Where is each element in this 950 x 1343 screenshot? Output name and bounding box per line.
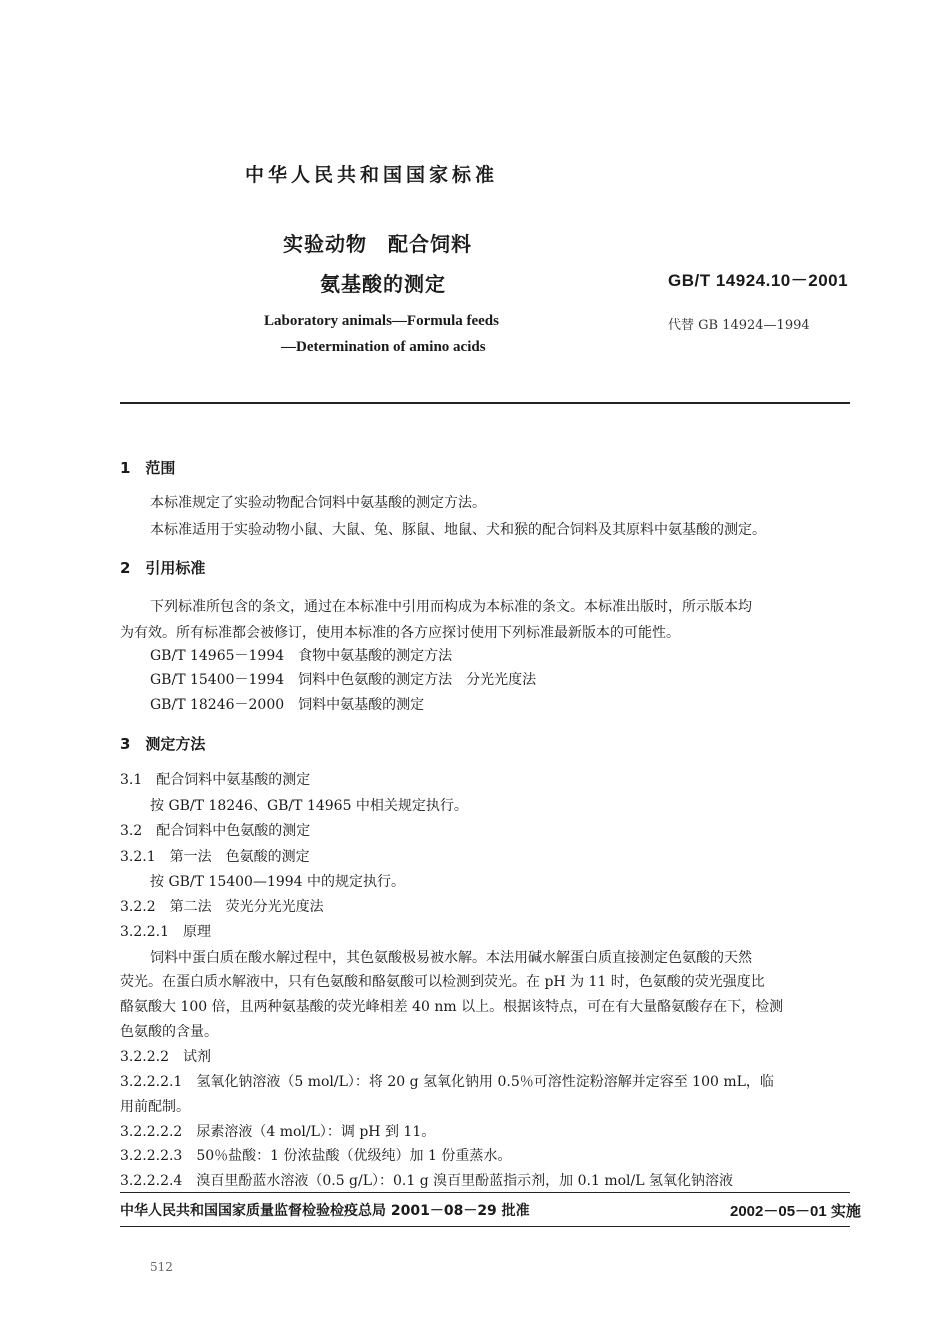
english-title-line1: Laboratory animals—Formula feeds <box>264 313 499 329</box>
document-title-line1: 实验动物 配合饲料 <box>283 232 472 256</box>
principle-line2: 荧光。在蛋白质水解液中，只有色氨酸和酪氨酸可以检测到荧光。在 pH 为 11 时，色氨酸的荧光强度比 <box>120 974 765 990</box>
clause-3-1-text: 按 GB/T 18246、GB/T 14965 中相关规定执行。 <box>150 798 468 814</box>
standard-number: GB/T 14924.10－2001 <box>668 271 849 290</box>
reagent-1-line2: 用前配制。 <box>120 1099 190 1115</box>
clause-3-2-2-1: 3.2.2.1 原理 <box>120 924 211 940</box>
reagent-1-line1: 3.2.2.2.1 氢氧化钠溶液（5 mol/L）：将 20 g 氢氧化钠用 0.5％可溶性淀粉溶解并定容至 100 mL，临 <box>120 1074 774 1090</box>
section-1-para-1: 本标准规定了实验动物配合饲料中氨基酸的测定方法。 <box>150 495 486 511</box>
section-2-para-line1: 下列标准所包含的条文，通过在本标准中引用而构成为本标准的条文。本标准出版时，所示版本均 <box>150 599 752 615</box>
header-divider <box>120 402 850 404</box>
clause-3-1: 3.1 配合饲料中氨基酸的测定 <box>120 772 311 788</box>
principle-line3: 酪氨酸大 100 倍，且两种氨基酸的荧光峰相差 40 nm 以上。根据该特点，可在有大量酪氨酸存在下，检测 <box>120 999 784 1015</box>
clause-3-2-1-text: 按 GB/T 15400—1994 中的规定执行。 <box>150 874 406 890</box>
national-standard-heading: 中华人民共和国国家标准 <box>245 164 499 186</box>
reagent-2: 3.2.2.2.2 尿素溶液（4 mol/L）：调 pH 到 11。 <box>120 1124 436 1140</box>
section-1-title: 1 范围 <box>120 459 176 477</box>
section-1-para-2: 本标准适用于实验动物小鼠、大鼠、兔、豚鼠、地鼠、犬和猴的配合饲料及其原料中氨基酸的测定。 <box>150 522 766 538</box>
clause-3-2-2: 3.2.2 第二法 荧光分光光度法 <box>120 899 324 915</box>
reference-1: GB/T 14965－1994 食物中氨基酸的测定方法 <box>150 648 453 664</box>
replaces-note: 代替 GB 14924—1994 <box>668 318 810 333</box>
english-title-line2: —Determination of amino acids <box>281 339 486 355</box>
section-2-para-line2: 为有效。所有标准都会被修订，使用本标准的各方应探讨使用下列标准最新版本的可能性。 <box>120 625 680 641</box>
reagent-3: 3.2.2.2.3 50％盐酸：1 份浓盐酸（优级纯）加 1 份重蒸水。 <box>120 1148 512 1164</box>
page-number: 512 <box>150 1260 173 1274</box>
footer-divider <box>120 1192 850 1193</box>
section-2-title: 2 引用标准 <box>120 559 206 577</box>
clause-3-2: 3.2 配合饲料中色氨酸的测定 <box>120 823 311 839</box>
section-3-title: 3 测定方法 <box>120 735 206 753</box>
principle-line1: 饲料中蛋白质在酸水解过程中，其色氨酸极易被水解。本法用碱水解蛋白质直接测定色氨酸的天然 <box>150 950 752 966</box>
reference-3: GB/T 18246－2000 饲料中氨基酸的测定 <box>150 697 425 713</box>
clause-3-2-2-2: 3.2.2.2 试剂 <box>120 1049 211 1065</box>
reference-2: GB/T 15400－1994 饲料中色氨酸的测定方法 分光光度法 <box>150 672 537 688</box>
issued-by-date: 中华人民共和国国家质量监督检验检疫总局 2001－08－29 批准 <box>120 1203 530 1219</box>
implementation-date: 2002－05－01 实施 <box>730 1203 861 1220</box>
document-title-line2: 氨基酸的测定 <box>320 272 446 296</box>
footer-bottom-rule <box>120 1226 850 1227</box>
reagent-4: 3.2.2.2.4 溴百里酚蓝水溶液（0.5 g/L）：0.1 g 溴百里酚蓝指示剂，加 0.1 mol/L 氢氧化钠溶液 <box>120 1173 733 1189</box>
principle-line4: 色氨酸的含量。 <box>120 1024 218 1040</box>
clause-3-2-1: 3.2.1 第一法 色氨酸的测定 <box>120 849 310 865</box>
